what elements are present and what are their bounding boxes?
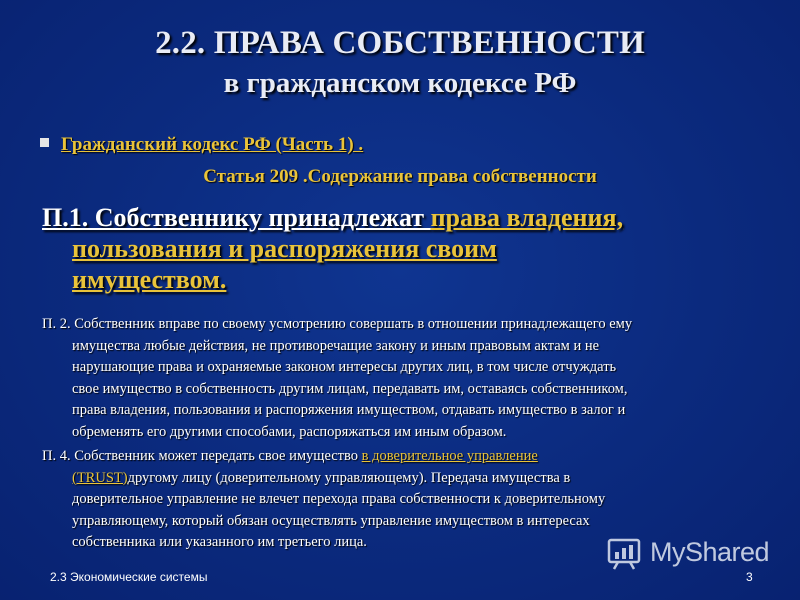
paragraph-2-line: свое имущество в собственность другим лицам, передавать им, оставаясь собственником, bbox=[72, 380, 628, 397]
paragraph-4-lead: П. 4. Собственник может передать свое имущество bbox=[42, 448, 362, 464]
paragraph-2-line: права владения, пользования и распоряжения имуществом, отдавать имущество в залог и bbox=[72, 402, 626, 419]
trust-management-link-2[interactable]: (TRUST) bbox=[72, 469, 128, 486]
trust-management-link-1[interactable]: в доверительное управление bbox=[361, 448, 538, 464]
myshared-watermark bbox=[606, 534, 786, 574]
paragraph-1 bbox=[42, 202, 762, 295]
paragraph-1-lead: П.1. Собственнику принадлежат bbox=[42, 203, 431, 232]
paragraph-4-line: доверительное управление не влечет перехода права собственности к доверительному bbox=[72, 491, 606, 508]
civil-code-link[interactable]: Гражданский кодекс РФ (Часть 1) . bbox=[61, 134, 364, 155]
paragraph-2 bbox=[42, 314, 762, 444]
paragraph-2-line: обременять его другими способами, распоряжаться им иным образом. bbox=[72, 423, 507, 440]
page-number: 3 bbox=[746, 570, 753, 584]
title-line-2: в гражданском кодексе РФ bbox=[223, 67, 577, 99]
watermark-text: MyShared bbox=[650, 537, 770, 567]
slide-title bbox=[0, 22, 800, 102]
paragraph-4-line: управляющему, который обязан осуществлять управление имуществом в интересах bbox=[72, 512, 590, 529]
paragraph-1-highlight-2: пользования и распоряжения своим bbox=[72, 234, 497, 263]
paragraph-4-line: другому лицу (доверительному управляющему). Передача имущества в bbox=[127, 469, 571, 486]
paragraph-2-line: имущества любые действия, не противоречащие закону и иным правовым актам и не bbox=[72, 337, 600, 354]
article-heading: Статья 209 .Содержание права собственности bbox=[203, 166, 597, 187]
paragraph-2-line: нарушающие права и охраняемые законом интересы других лиц, в том числе отчуждать bbox=[72, 359, 617, 376]
paragraph-1-highlight-3: имуществом. bbox=[72, 265, 227, 294]
myshared-logo-icon bbox=[606, 536, 642, 570]
paragraph-4-line: собственника или указанного им третьего лица. bbox=[72, 534, 367, 551]
bullet-square-icon bbox=[40, 138, 49, 147]
footer-section-label: 2.3 Экономические системы bbox=[50, 570, 208, 584]
paragraph-1-highlight-1: права владения, bbox=[430, 203, 624, 232]
bullet-item bbox=[40, 134, 363, 156]
title-line-1: 2.2. ПРАВА СОБСТВЕННОСТИ bbox=[155, 25, 645, 61]
paragraph-2-line: П. 2. Собственник вправе по своему усмотрению совершать в отношении принадлежащего ему bbox=[42, 316, 633, 332]
